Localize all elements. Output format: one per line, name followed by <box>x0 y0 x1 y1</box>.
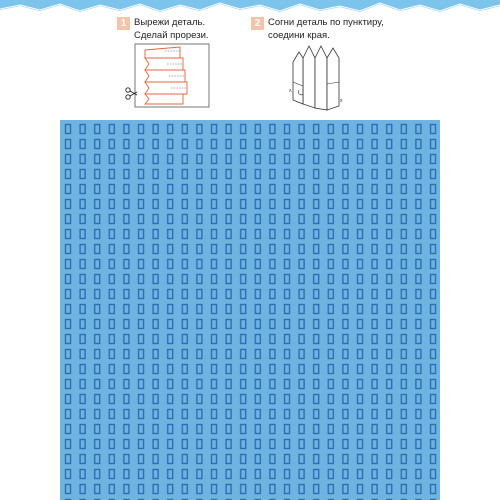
step-2-instruction <box>268 16 384 42</box>
folded-fence-illustration <box>289 42 349 118</box>
svg-text:x: x <box>340 98 343 104</box>
step-1-number-badge: 1 <box>117 17 130 30</box>
svg-text:ʌ: ʌ <box>289 88 292 94</box>
step-1-instruction <box>134 16 209 42</box>
cut-part-illustration <box>125 42 215 112</box>
step-2-number-badge: 2 <box>251 17 264 30</box>
step-1-line-2: Сделай прорези. <box>134 30 209 41</box>
cutout-pattern-panel <box>60 120 440 500</box>
step-2 <box>251 16 384 42</box>
step-1-line-1: Вырежи деталь. <box>134 17 206 28</box>
step-2-line-2: соедини края. <box>268 30 330 41</box>
top-decorative-band <box>0 0 500 16</box>
step-2-line-1: Согни деталь по пунктиру, <box>268 17 384 28</box>
step-1 <box>117 16 209 42</box>
